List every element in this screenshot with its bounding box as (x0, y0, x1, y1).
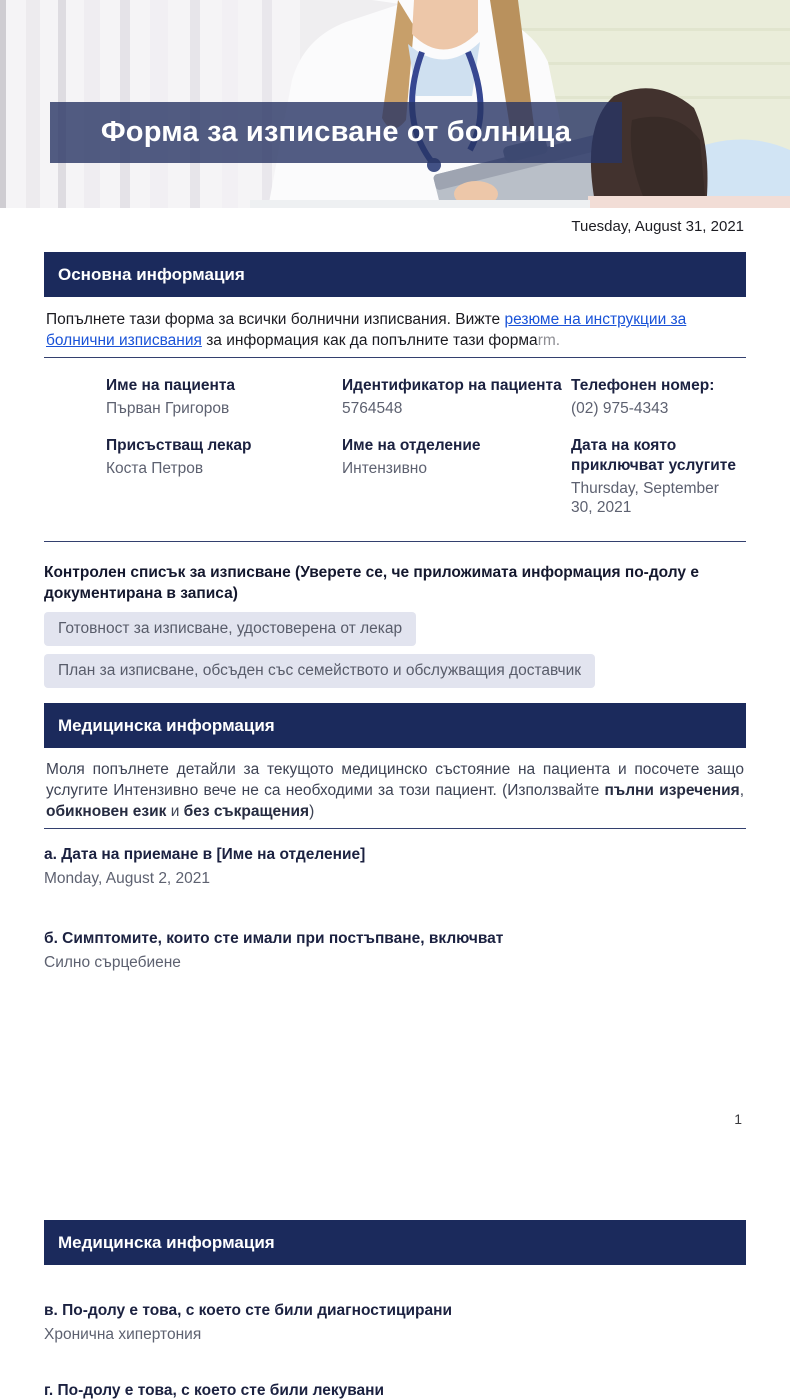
page-title: Форма за изписване от болница (100, 116, 572, 148)
note-sep-1: , (739, 782, 745, 799)
divider (44, 828, 746, 829)
field-value: 5764548 (342, 400, 403, 417)
field-value: Thursday, September 30, 2021 (571, 480, 719, 516)
divider (44, 541, 746, 542)
field-services-end-date (571, 436, 744, 517)
question-answer: Хронична хипертония (44, 1326, 202, 1343)
checklist-item: Готовност за изписване, удостоверена от лекар (44, 612, 416, 646)
note-text-2: ) (309, 803, 315, 820)
section-header-basic-info: Основна информация (44, 252, 746, 297)
field-phone-number (571, 376, 744, 418)
section-header-medical-info: Медицинска информация (44, 703, 746, 748)
field-value: Първан Григоров (106, 400, 230, 417)
basic-info-fields (44, 376, 746, 535)
intro-text-1: Попълнете тази форма за всички болнични изписвания. Вижте (46, 311, 505, 328)
note-bold-1: пълни изречения (604, 782, 740, 799)
field-label: Присъстващ лекар (106, 437, 252, 454)
intro-text-2: за информация как да попълните тази форма (201, 332, 538, 349)
title-banner (50, 102, 622, 163)
form-body (44, 252, 746, 1400)
hero-image (0, 0, 790, 208)
field-label: Идентификатор на пациента (342, 377, 562, 394)
note-bold-2: обикновен език (46, 803, 167, 820)
question-v (44, 1301, 746, 1344)
question-label: в. По-долу е това, с което сте били диагностицирани (44, 1302, 453, 1319)
section-header-medical-info-page2: Медицинска информация (44, 1220, 746, 1265)
field-attending-physician (106, 436, 342, 478)
medical-note (46, 759, 744, 822)
note-bold-3: без съкращения (183, 803, 310, 820)
field-value: (02) 975-4343 (571, 400, 669, 417)
question-label: б. Симптомите, които сте имали при постъпване, включват (44, 930, 504, 947)
divider (44, 357, 746, 358)
fields-column-3 (571, 376, 744, 535)
checklist-heading: Контролен списък за изписване (Уверете се, че приложимата информация по-долу е документирана в записа) (44, 564, 699, 602)
form-date: Tuesday, August 31, 2021 (571, 218, 744, 235)
field-label: Телефонен номер: (571, 377, 715, 394)
question-b (44, 929, 746, 972)
question-label: а. Дата на приемане в [Име на отделение] (44, 846, 366, 863)
note-text-1: Моля попълнете детайли за текущото медицинско състояние на пациента и посочете защо услугите Интензивно вече не са необходими за този пациент. (Използвайте (46, 761, 744, 799)
field-department-name (342, 436, 571, 478)
fields-column-1 (106, 376, 342, 535)
field-label: Име на отделение (342, 437, 481, 454)
question-a (44, 845, 746, 888)
field-patient-id (342, 376, 571, 418)
checklist-item: План за изписване, обсъден със семейството и обслужващия доставчик (44, 654, 595, 688)
question-answer: Monday, August 2, 2021 (44, 870, 211, 887)
field-value: Коста Петров (106, 460, 204, 477)
field-label: Име на пациента (106, 377, 236, 394)
question-answer: Силно сърцебиене (44, 954, 181, 971)
page-number: 1 (734, 1111, 742, 1127)
field-label: Дата на която приключват услугите (571, 437, 736, 474)
intro-suffix: rm. (537, 332, 561, 349)
question-g (44, 1381, 746, 1400)
intro-paragraph (46, 309, 744, 351)
note-sep-2: и (166, 803, 184, 820)
question-label: г. По-долу е това, с което сте били лекувани (44, 1382, 385, 1399)
field-patient-name (106, 376, 342, 418)
fields-column-2 (342, 376, 571, 535)
field-value: Интензивно (342, 460, 427, 477)
instructions-link[interactable]: резюме на инструкции за болнични изписвания (46, 311, 687, 349)
